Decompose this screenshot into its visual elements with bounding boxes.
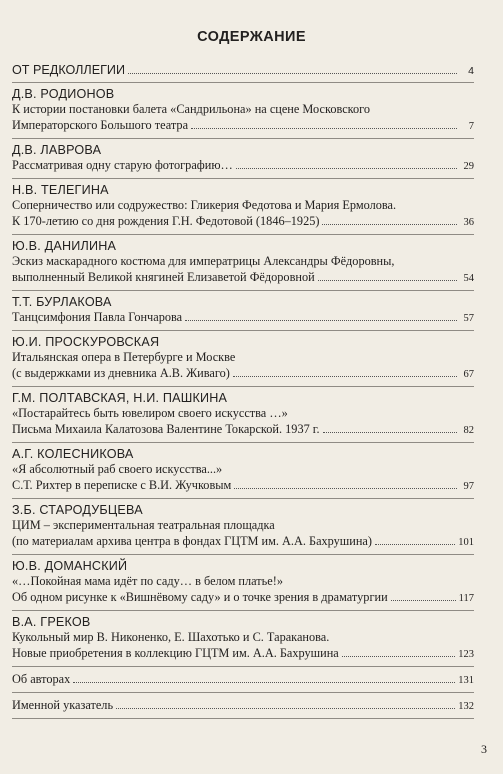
toc-entry-title-line: К истории постановки балета «Сандрильона» на сцене Московского [12,102,371,116]
toc-entry-author: В.А. ГРЕКОВ [12,615,91,629]
toc-entry-title-line: Письма Михаила Калатозова Валентине Токарской. 1937 г. [12,422,320,436]
table-of-contents [12,62,474,723]
toc-entry-author: Д.В. ЛАВРОВА [12,143,102,157]
divider [12,290,474,291]
toc-entry-title-line: К 170-летию со дня рождения Г.Н. Федотовой (1846–1925) [12,214,320,228]
dot-leader [191,128,457,129]
divider [12,386,474,387]
toc-entry-page: 4 [468,65,474,77]
toc-entry-title-line: Кукольный мир В. Никоненко, Е. Шахотько и С. Тараканова. [12,630,330,644]
divider [12,554,474,555]
dot-leader [391,600,456,601]
toc-entry [12,335,474,383]
dot-leader [318,280,457,281]
toc-entry-author: Д.В. РОДИОНОВ [12,87,115,101]
toc-entry-leader-row [12,269,474,287]
toc-entry-title-line: ОТ РЕДКОЛЛЕГИИ [12,63,126,77]
divider [12,178,474,179]
toc-entry [12,615,474,663]
toc-entry-author: Ю.И. ПРОСКУРОВСКАЯ [12,335,160,349]
toc-entry-page: 97 [463,481,474,492]
dot-leader [234,488,457,489]
toc-entry-leader-row [12,645,474,663]
toc-entry-page: 7 [468,121,474,132]
toc-entry-leader-row [12,157,474,175]
toc-entry-title-line: (с выдержками из дневника А.В. Живаго) [12,366,230,380]
toc-entry-page: 36 [463,217,474,228]
toc-entry-title-line: Итальянская опера в Петербурге и Москве [12,350,236,364]
dot-leader [185,320,457,321]
dot-leader [375,544,455,545]
toc-entry-author: Т.Т. БУРЛАКОВА [12,295,112,309]
divider [12,138,474,139]
toc-entry-author: Н.В. ТЕЛЕГИНА [12,183,109,197]
toc-entry-leader-row [12,309,474,327]
toc-entry-title-line: Эскиз маскарадного костюма для императрицы Александры Фёдоровны, [12,254,395,268]
toc-entry-title-line: Соперничество или содружество: Гликерия Федотова и Мария Ермолова. [12,198,397,212]
toc-entry-page: 67 [463,369,474,380]
dot-leader [233,376,457,377]
toc-entry-page: 54 [463,273,474,284]
dot-leader [116,708,455,709]
toc-entry [12,697,474,715]
toc-entry-author: Ю.В. ДАНИЛИНА [12,239,117,253]
toc-entry [12,559,474,607]
toc-entry-leader-row [12,62,474,79]
toc-entry-page: 131 [458,675,474,686]
toc-entry-title-line: «…Покойная мама идёт по саду… в белом платье!» [12,574,283,588]
toc-entry-leader-row [12,589,474,607]
toc-entry-leader-row [12,365,474,383]
toc-entry-leader-row [12,213,474,231]
page-title: СОДЕРЖАНИЕ [197,29,306,45]
divider [12,234,474,235]
toc-entry-page: 123 [458,649,474,660]
toc-entry-leader-row [12,671,474,689]
divider [12,692,474,693]
toc-entry-author: Ю.В. ДОМАНСКИЙ [12,559,128,573]
toc-entry-author: А.Г. КОЛЕСНИКОВА [12,447,134,461]
toc-entry-title-line: Рассматривая одну старую фотографию… [12,158,233,172]
toc-entry [12,295,474,327]
dot-leader [73,682,455,683]
dot-leader [236,168,457,169]
toc-entry [12,239,474,287]
toc-entry-leader-row [12,533,474,551]
toc-entry [12,87,474,135]
toc-entry-title-line: Танцсимфония Павла Гончарова [12,310,183,324]
divider [12,498,474,499]
dot-leader [128,73,457,74]
divider [12,718,474,719]
toc-entry-leader-row [12,477,474,495]
divider [12,82,474,83]
toc-entry-title-line: Императорского Большого театра [12,118,189,132]
toc-entry-page: 132 [458,701,474,712]
toc-entry [12,183,474,231]
page-number: 3 [481,742,487,756]
toc-entry-page: 82 [463,425,474,436]
dot-leader [342,656,456,657]
toc-entry-leader-row [12,117,474,135]
toc-entry-title-line: «Я абсолютный раб своего искусства...» [12,462,223,476]
toc-entry-title-line: Об авторах [12,672,71,686]
divider [12,442,474,443]
toc-entry-title-line: «Постарайтесь быть ювелиром своего искусства …» [12,406,288,420]
toc-entry-title-line: ЦИМ – экспериментальная театральная площадка [12,518,275,532]
toc-entry-title-line: Новые приобретения в коллекцию ГЦТМ им. А.А. Бахрушина [12,646,339,660]
dot-leader [323,432,457,433]
toc-entry-page: 29 [463,161,474,172]
toc-entry-page: 117 [458,593,474,604]
toc-entry [12,671,474,689]
toc-entry [12,143,474,175]
toc-entry [12,503,474,551]
toc-entry-author: Г.М. ПОЛТАВСКАЯ, Н.И. ПАШКИНА [12,391,228,405]
toc-entry [12,62,474,79]
toc-entry-title-line: С.Т. Рихтер в переписке с В.И. Жучковым [12,478,232,492]
divider [12,330,474,331]
toc-entry-leader-row [12,421,474,439]
toc-entry-page: 101 [458,537,474,548]
toc-entry-title-line: (по материалам архива центра в фондах ГЦТМ им. А.А. Бахрушина) [12,534,372,548]
toc-entry [12,391,474,439]
toc-entry-leader-row [12,697,474,715]
toc-entry [12,447,474,495]
toc-entry-page: 57 [463,313,474,324]
toc-entry-author: З.Б. СТАРОДУБЦЕВА [12,503,143,517]
toc-entry-title-line: выполненный Великой княгиней Елизаветой Фёдоровной [12,270,315,284]
dot-leader [322,224,457,225]
toc-entry-title-line: Именной указатель [12,698,114,712]
divider [12,666,474,667]
toc-entry-title-line: Об одном рисунке к «Вишнёвому саду» и о точке зрения в драматургии [12,590,388,604]
divider [12,610,474,611]
